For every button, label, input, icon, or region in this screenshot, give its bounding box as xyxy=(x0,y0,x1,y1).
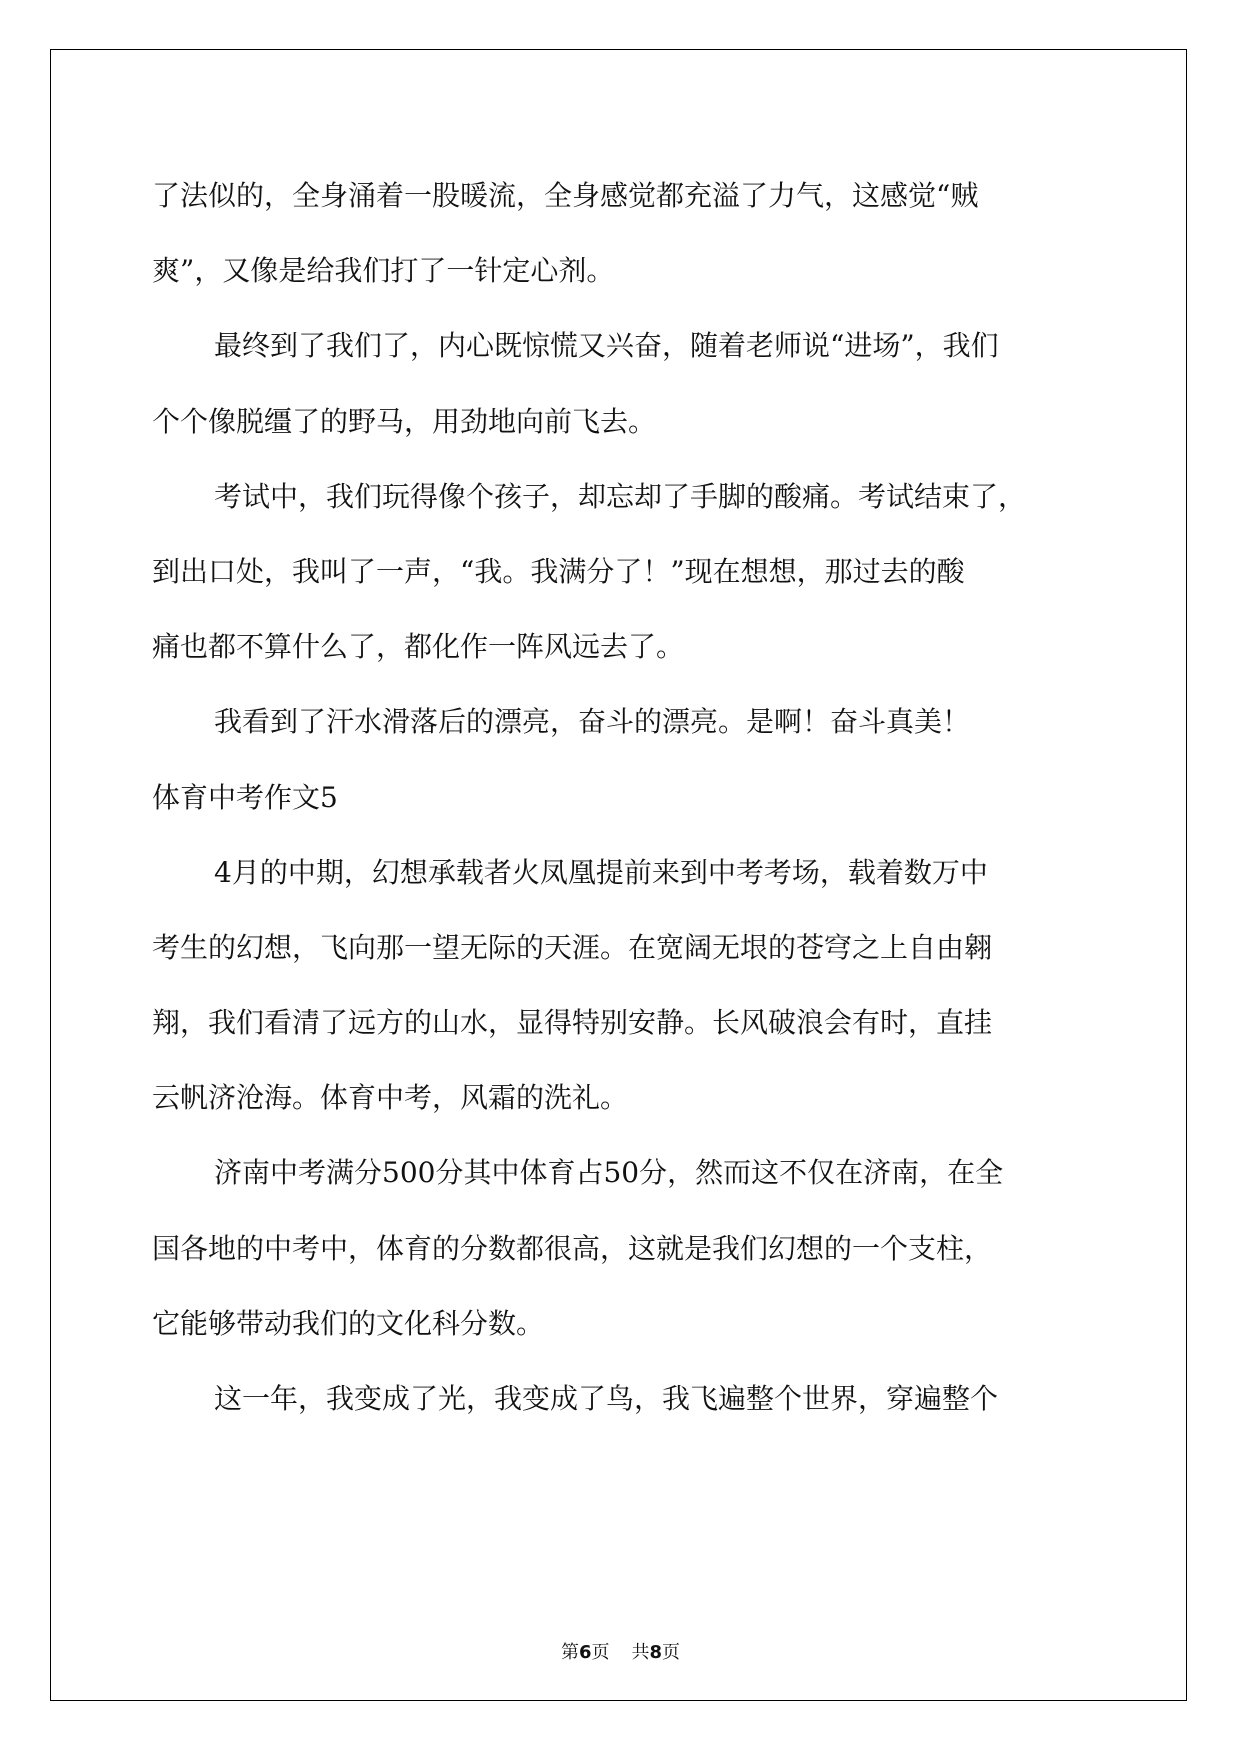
footer-total-number: 8 xyxy=(649,1642,663,1663)
text-line: 到出口处，我叫了一声，“我。我满分了！”现在想想，那过去的酸 xyxy=(152,554,965,588)
text-line: 云帆济沧海。体育中考，风霜的洗礼。 xyxy=(152,1081,629,1115)
footer-total-prefix: 共 xyxy=(631,1642,650,1663)
footer-page-suffix: 页 xyxy=(591,1642,610,1663)
text-line: 翔，我们看清了远方的山水，显得特别安静。长风破浪会有时，直挂 xyxy=(152,1006,993,1040)
text-line: 最终到了我们了，内心既惊慌又兴奋，随着老师说“进场”，我们 xyxy=(214,329,999,363)
text-line: 痛也都不算什么了，都化作一阵风远去了。 xyxy=(152,630,685,664)
text-line: 爽”，又像是给我们打了一针定心剂。 xyxy=(152,254,615,288)
text-line: 它能够带动我们的文化科分数。 xyxy=(152,1306,545,1340)
footer-total-suffix: 页 xyxy=(662,1642,681,1663)
text-line: 我看到了汗水滑落后的漂亮，奋斗的漂亮。是啊！奋斗真美！ xyxy=(214,705,971,739)
document-body xyxy=(152,158,1092,1436)
page-footer xyxy=(0,1638,1241,1664)
footer-page-number: 6 xyxy=(578,1642,592,1663)
text-line: 考生的幻想，飞向那一望无际的天涯。在宽阔无垠的苍穹之上自由翱 xyxy=(152,930,993,964)
text-line: 体育中考作文5 xyxy=(152,780,338,814)
text-line: 这一年，我变成了光，我变成了鸟，我飞遍整个世界，穿遍整个 xyxy=(214,1382,999,1415)
text-line: 国各地的中考中，体育的分数都很高，这就是我们幻想的一个支柱， xyxy=(152,1231,993,1265)
text-line: 个个像脱缰了的野马，用劲地向前飞去。 xyxy=(152,404,657,438)
text-line: 了法似的，全身涌着一股暖流，全身感觉都充溢了力气，这感觉“贼 xyxy=(152,179,979,212)
footer-page-prefix: 第 xyxy=(560,1642,579,1663)
text-line: 4月的中期，幻想承载者火凤凰提前来到中考考场，载着数万中 xyxy=(214,855,988,889)
text-line: 济南中考满分500分其中体育占50分，然而这不仅在济南，在全 xyxy=(214,1156,1004,1190)
text-line: 考试中，我们玩得像个孩子，却忘却了手脚的酸痛。考试结束了， xyxy=(214,479,1027,513)
